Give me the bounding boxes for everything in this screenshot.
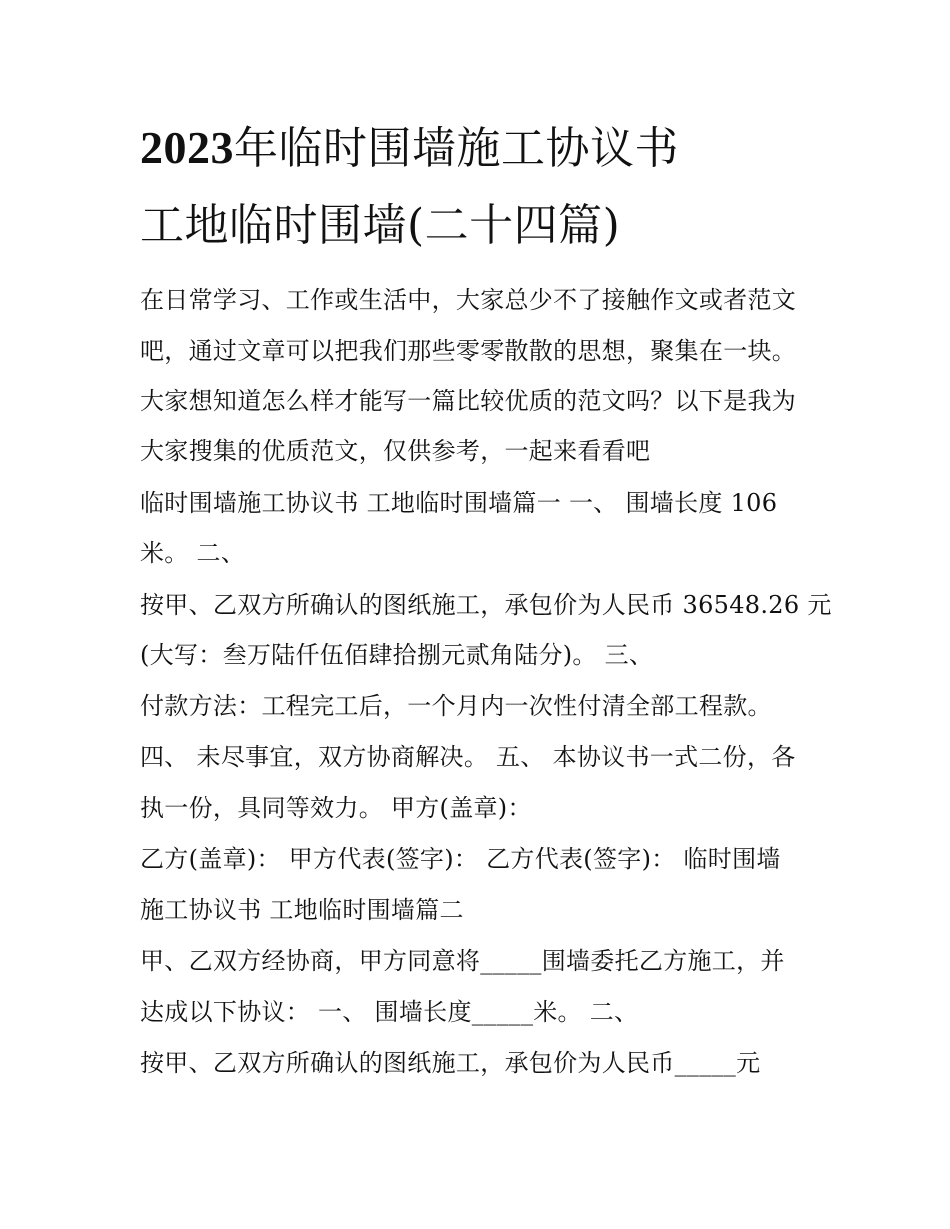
body-line: 大家想知道怎么样才能写一篇比较优质的范文吗？以下是我为 <box>140 387 797 415</box>
body-line: 临时围墙施工协议书 工地临时围墙篇一 一、 围墙长度 106 <box>140 489 778 517</box>
body-line: 付款方法：工程完工后，一个月内一次性付清全部工程款。 <box>140 692 772 720</box>
body-line: 在日常学习、工作或生活中，大家总少不了接触作文或者范文 <box>140 286 797 314</box>
document-title-line-1 <box>140 120 820 177</box>
body-line: 按甲、乙双方所确认的图纸施工，承包价为人民币 36548.26 元 <box>140 591 832 619</box>
body-line: 大家搜集的优质范文，仅供参考，一起来看看吧 <box>140 437 651 465</box>
body-line: 施工协议书 工地临时围墙篇二 <box>140 896 464 924</box>
body-line: 吧，通过文章可以把我们那些零零散散的思想，聚集在一块。 <box>140 337 797 365</box>
body-line: 四、 未尽事宜，双方协商解决。 五、 本协议书一式二份，各 <box>140 743 796 771</box>
body-line: (大写：叁万陆仟伍佰肆拾捌元贰角陆分)。 三、 <box>140 641 654 669</box>
body-line: 米。 二、 <box>140 539 246 567</box>
body-line: 达成以下协议： 一、 围墙长度_____米。 二、 <box>140 998 639 1026</box>
title-text: 年临时围墙施工协议书 <box>234 123 679 174</box>
body-line: 甲、乙双方经协商，甲方同意将_____围墙委托乙方施工，并 <box>140 947 785 975</box>
body-line: 按甲、乙双方所确认的图纸施工，承包价为人民币_____元 <box>140 1049 761 1077</box>
title-year: 2023 <box>140 122 234 173</box>
body-line: 执一份，具同等效力。 甲方(盖章)： <box>140 794 532 822</box>
document-title-line-2: 工地临时围墙(二十四篇) <box>140 200 621 251</box>
body-line: 乙方(盖章)： 甲方代表(签字)： 乙方代表(签字)： 临时围墙 <box>140 845 781 873</box>
